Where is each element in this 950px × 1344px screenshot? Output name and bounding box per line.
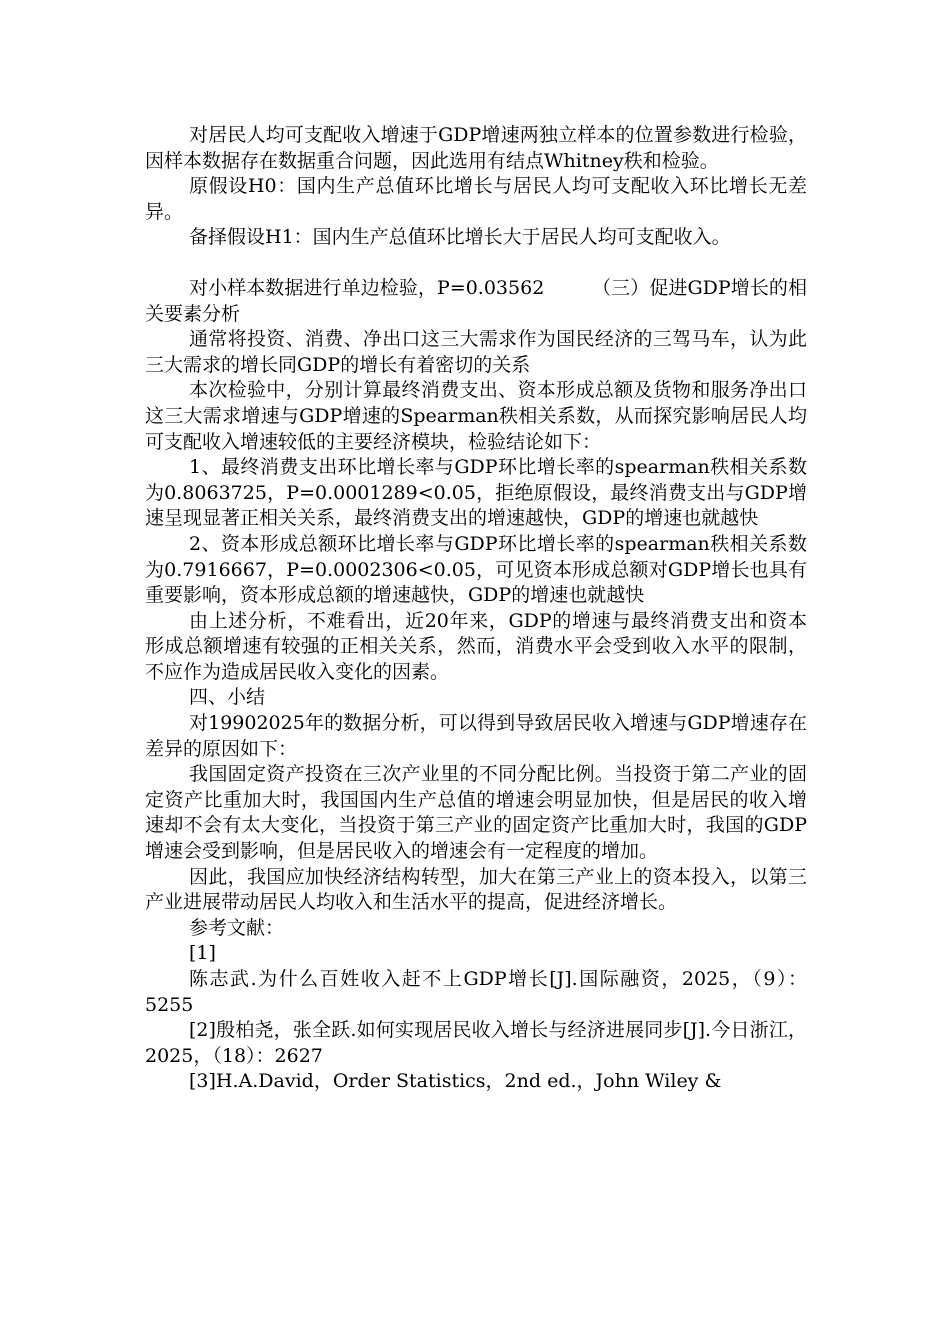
paragraph-spearman-method: 本次检验中，分别计算最终消费支出、资本形成总额及货物和服务净出口这三大需求增速与GDP增速的Spearman秩相关系数，从而探究影响居民人均可支配收入增速较低的主要经济模块，检验结论如下： [145, 379, 807, 453]
reference-item-1-label: [1] [189, 942, 216, 965]
paragraph-alt-hypothesis: 备择假设H1：国内生产总值环比增长大于居民人均可支配收入。 [189, 226, 731, 249]
paragraph-result-consumption: 1、最终消费支出环比增长率与GDP环比增长率的spearman秩相关系数为0.8063725，P=0.0001289<0.05，拒绝原假设，最终消费支出与GDP增速呈现显著正相关关系，最终消费支出的增速越快，GDP的增速也就越快 [145, 456, 807, 530]
paragraph-one-sided-test: 对小样本数据进行单边检验，P=0.03562 （三）促进GDP增长的相关要素分析 [145, 276, 807, 325]
paragraph-conclusion: 因此，我国应加快经济结构转型，加大在第三产业上的资本投入，以第三产业进展带动居民人均收入和生活水平的提高，促进经济增长。 [145, 865, 807, 914]
reference-item-1: 陈志武.为什么百姓收入赶不上GDP增长[J].国际融资，2025，（9）：5255 [145, 968, 807, 1016]
paragraph-test-method: 对居民人均可支配收入增速于GDP增速两独立样本的位置参数进行检验，因样本数据存在数据重合问题，因此选用有结点Whitney秩和检验。 [145, 124, 807, 172]
paragraph-three-demands: 通常将投资、消费、净出口这三大需求作为国民经济的三驾马车，认为此三大需求的增长同GDP的增长有着密切的关系 [145, 328, 807, 376]
reference-item-3: [3]H.A.David，Order Statistics，2nd ed.，John Wiley & [189, 1070, 722, 1093]
paragraph-data-analysis: 对19902025年的数据分析，可以得到导致居民收入增速与GDP增速存在差异的原因如下： [145, 712, 807, 760]
paragraph-result-capital: 2、资本形成总额环比增长率与GDP环比增长率的spearman秩相关系数为0.7916667，P=0.0002306<0.05，可见资本形成总额对GDP增长也具有重要影响，资本形成总额的增速越快，GDP的增速也就越快 [145, 532, 807, 607]
references-heading: 参考文献： [189, 916, 285, 939]
document-body [145, 123, 807, 1095]
paragraph-investment-ratio: 我国固定资产投资在三次产业里的不同分配比例。当投资于第二产业的固定资产比重加大时，我国国内生产总值的增速会明显加快，但是居民的收入增速却不会有太大变化，当投资于第三产业的固定资产比重加大时，我国的GDP增速会受到影响，但是居民收入的增速会有一定程度的增加。 [145, 763, 807, 863]
paragraph-analysis-summary: 由上述分析，不难看出，近20年来，GDP的增速与最终消费支出和资本形成总额增速有较强的正相关关系，然而，消费水平会受到收入水平的限制，不应作为造成居民收入变化的因素。 [145, 609, 807, 683]
section-heading-summary: 四、小结 [189, 686, 266, 709]
reference-item-2: [2]殷柏尧，张全跃.如何实现居民收入增长与经济进展同步[J].今日浙江，2025，（18）：2627 [145, 1019, 807, 1067]
paragraph-null-hypothesis: 原假设H0：国内生产总值环比增长与居民人均可支配收入环比增长无差异。 [145, 175, 807, 223]
